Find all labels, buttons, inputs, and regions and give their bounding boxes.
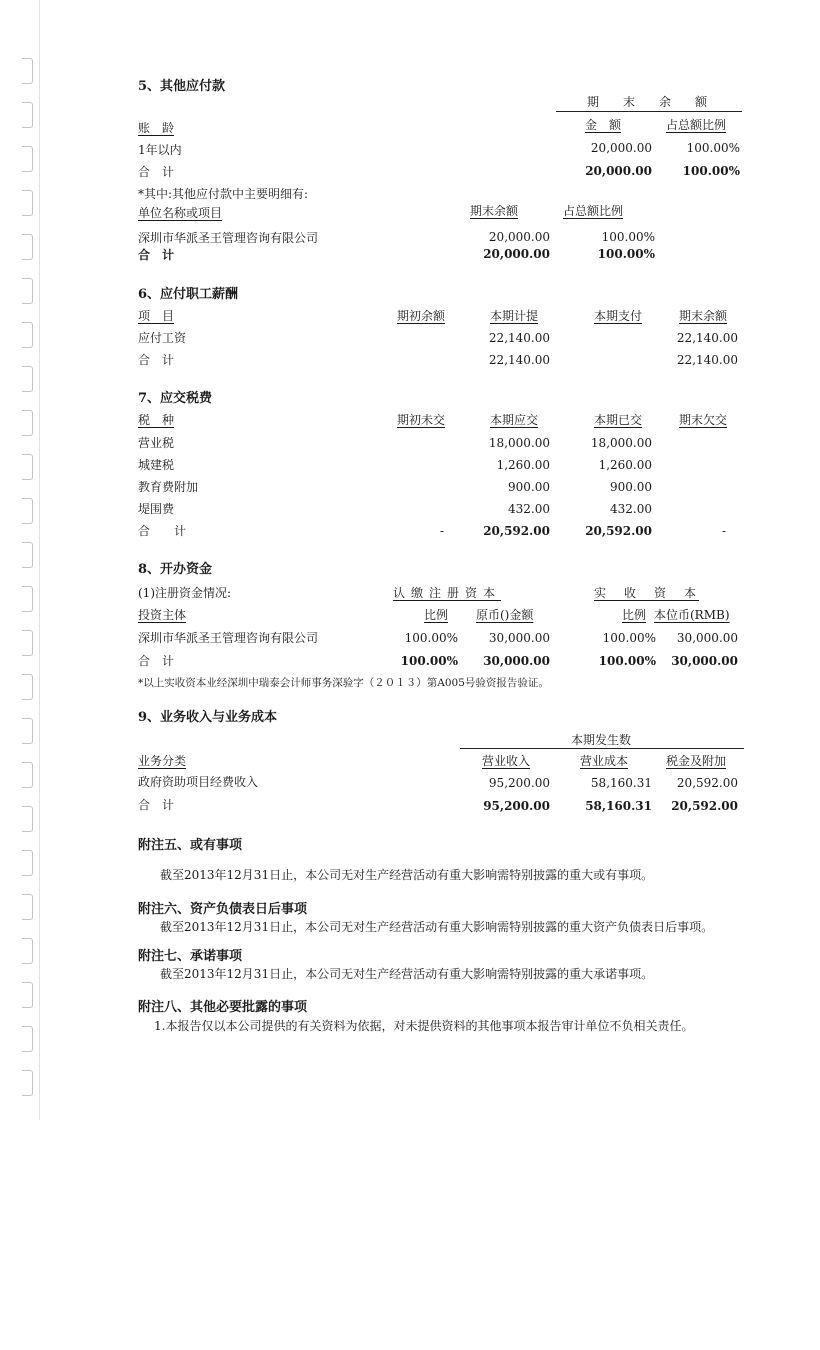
note-text: 截至2013年12月31日止，本公司无对生产经营活动有重大影响需特别披露的重大资产负债表日后事项。 xyxy=(160,920,714,934)
row-value: 100.00% xyxy=(404,631,458,645)
total-value: - xyxy=(721,524,726,538)
column-header: 本期已交 xyxy=(594,413,643,427)
header-rule xyxy=(556,111,742,112)
binder-hole xyxy=(22,850,33,876)
binder-hole xyxy=(22,322,33,348)
note-text: *其中:其他应付款中主要明细有: xyxy=(138,187,309,201)
binder-hole xyxy=(22,454,33,480)
row-value: 30,000.00 xyxy=(676,631,738,645)
column-header: 税金及附加 xyxy=(666,754,727,768)
total-pct: 100.00% xyxy=(682,164,740,178)
column-header: 税 种 xyxy=(138,413,175,427)
row-pct: 100.00% xyxy=(686,141,740,155)
binder-hole xyxy=(22,542,33,568)
column-header: 本期计提 xyxy=(490,309,539,323)
row-value: 18,000.00 xyxy=(488,436,550,450)
total-value: 22,140.00 xyxy=(676,353,738,367)
binder-hole xyxy=(22,630,33,656)
column-group-header: 认缴注册资本 xyxy=(393,586,502,600)
total-value: 58,160.31 xyxy=(585,799,652,813)
column-header: 占总额比例 xyxy=(666,118,727,132)
row-value: 432.00 xyxy=(610,502,652,516)
row-value: 22,140.00 xyxy=(488,331,550,345)
total-value: 20,592.00 xyxy=(671,799,738,813)
total-value: 30,000.00 xyxy=(671,654,738,668)
row-label: 教育费附加 xyxy=(138,480,199,494)
column-header: 期末余额 xyxy=(470,204,519,218)
binder-hole xyxy=(22,894,33,920)
column-header: 期初未交 xyxy=(397,413,446,427)
subsection-title: (1)注册资金情况: xyxy=(138,586,232,600)
total-label: 合 计 xyxy=(138,654,175,668)
row-amount: 20,000.00 xyxy=(590,141,652,155)
column-header: 期末余额 xyxy=(679,309,728,323)
row-pct: 100.00% xyxy=(601,230,655,244)
binder-hole xyxy=(22,410,33,436)
row-label: 应付工资 xyxy=(138,331,187,345)
column-header: 期初余额 xyxy=(397,309,446,323)
row-label: 1年以内 xyxy=(138,143,182,157)
total-label: 合 计 xyxy=(138,524,187,538)
section-title: 9、业务收入与业务成本 xyxy=(138,710,278,725)
total-value: 95,200.00 xyxy=(483,799,550,813)
column-header: 比例 xyxy=(622,608,647,622)
binder-hole xyxy=(22,190,33,216)
column-group-header: 期 末 余 额 xyxy=(586,95,713,109)
row-value: 30,000.00 xyxy=(488,631,550,645)
total-value: 30,000.00 xyxy=(483,654,550,668)
column-header: 项 目 xyxy=(138,309,175,323)
total-label: 合 计 xyxy=(138,165,175,179)
row-value: 58,160.31 xyxy=(590,776,652,790)
binder-hole xyxy=(22,366,33,392)
binder-hole xyxy=(22,1026,33,1052)
note-text: 截至2013年12月31日止，本公司无对生产经营活动有重大影响需特别披露的重大承诺事项。 xyxy=(160,967,654,981)
column-header: 账 龄 xyxy=(138,121,175,135)
binder-hole xyxy=(22,674,33,700)
section-title: 8、开办资金 xyxy=(138,562,213,577)
header-rule xyxy=(460,748,744,749)
column-header: 本位币(RMB) xyxy=(654,608,730,622)
total-amount: 20,000.00 xyxy=(585,164,652,178)
binder-hole xyxy=(22,498,33,524)
total-value: 22,140.00 xyxy=(488,353,550,367)
section-title: 5、其他应付款 xyxy=(138,79,226,94)
total-label: 合 计 xyxy=(138,248,175,262)
note-title: 附注五、或有事项 xyxy=(138,838,243,853)
row-label: 深圳市华派圣王管理咨询有限公司 xyxy=(138,631,319,645)
note-text: 1.本报告仅以本公司提供的有关资料为依据，对未提供资料的其他事项本报告审计单位不负相关责任。 xyxy=(154,1019,694,1033)
row-value: 22,140.00 xyxy=(676,331,738,345)
row-value: 20,592.00 xyxy=(676,776,738,790)
binder-hole xyxy=(22,234,33,260)
column-header: 业务分类 xyxy=(138,754,187,768)
column-header: 营业收入 xyxy=(482,754,531,768)
column-header: 期末欠交 xyxy=(679,413,728,427)
row-value: 18,000.00 xyxy=(590,436,652,450)
total-value: 100.00% xyxy=(598,654,656,668)
binder-hole xyxy=(22,102,33,128)
column-header: 营业成本 xyxy=(580,754,629,768)
binder-hole xyxy=(22,762,33,788)
column-header: 原币()金额 xyxy=(476,608,534,622)
section-title: 7、应交税费 xyxy=(138,391,213,406)
total-label: 合 计 xyxy=(138,353,175,367)
row-value: 1,260.00 xyxy=(496,458,550,472)
binder-hole xyxy=(22,58,33,84)
binder-hole xyxy=(22,982,33,1008)
note-title: 附注六、资产负债表日后事项 xyxy=(138,902,308,917)
note-text: 截至2013年12月31日止，本公司无对生产经营活动有重大影响需特别披露的重大或有事项。 xyxy=(160,868,654,882)
total-label: 合 计 xyxy=(138,798,175,812)
row-value: 432.00 xyxy=(508,502,550,516)
binder-hole xyxy=(22,278,33,304)
binder-hole xyxy=(22,146,33,172)
note-title: 附注七、承诺事项 xyxy=(138,949,243,964)
row-label: 堤围费 xyxy=(138,502,175,516)
note-title: 附注八、其他必要批露的事项 xyxy=(138,1000,308,1015)
total-pct: 100.00% xyxy=(597,247,655,261)
note-text: *以上实收资本业经深圳中瑞泰会计师事务深验字（２０１３）第A005号验资报告验证。 xyxy=(138,677,549,689)
total-amount: 20,000.00 xyxy=(483,247,550,261)
row-value: 100.00% xyxy=(602,631,656,645)
row-value: 900.00 xyxy=(508,480,550,494)
section-title: 6、应付职工薪酬 xyxy=(138,287,239,302)
total-value: - xyxy=(439,524,444,538)
total-value: 100.00% xyxy=(400,654,458,668)
binder-hole xyxy=(22,718,33,744)
column-header: 金 额 xyxy=(585,118,622,132)
column-header: 占总额比例 xyxy=(563,204,624,218)
column-header: 投资主体 xyxy=(138,608,187,622)
row-label: 营业税 xyxy=(138,436,175,450)
row-value: 95,200.00 xyxy=(488,776,550,790)
row-label: 政府资助项目经费收入 xyxy=(138,775,259,789)
binder-hole xyxy=(22,806,33,832)
column-header: 本期支付 xyxy=(594,309,643,323)
column-group-header: 实 收 资 本 xyxy=(594,586,700,600)
column-header: 比例 xyxy=(424,608,449,622)
row-amount: 20,000.00 xyxy=(488,230,550,244)
binder-hole xyxy=(22,938,33,964)
row-label: 城建税 xyxy=(138,458,175,472)
total-value: 20,592.00 xyxy=(585,524,652,538)
binder-margin xyxy=(0,0,40,1120)
row-label: 深圳市华派圣王管理咨询有限公司 xyxy=(138,231,319,245)
row-value: 1,260.00 xyxy=(598,458,652,472)
total-value: 20,592.00 xyxy=(483,524,550,538)
binder-hole xyxy=(22,586,33,612)
row-value: 900.00 xyxy=(610,480,652,494)
column-header: 本期应交 xyxy=(490,413,539,427)
column-group-header: 本期发生数 xyxy=(570,733,631,747)
column-header: 单位名称或项目 xyxy=(138,206,223,220)
binder-hole xyxy=(22,1070,33,1096)
